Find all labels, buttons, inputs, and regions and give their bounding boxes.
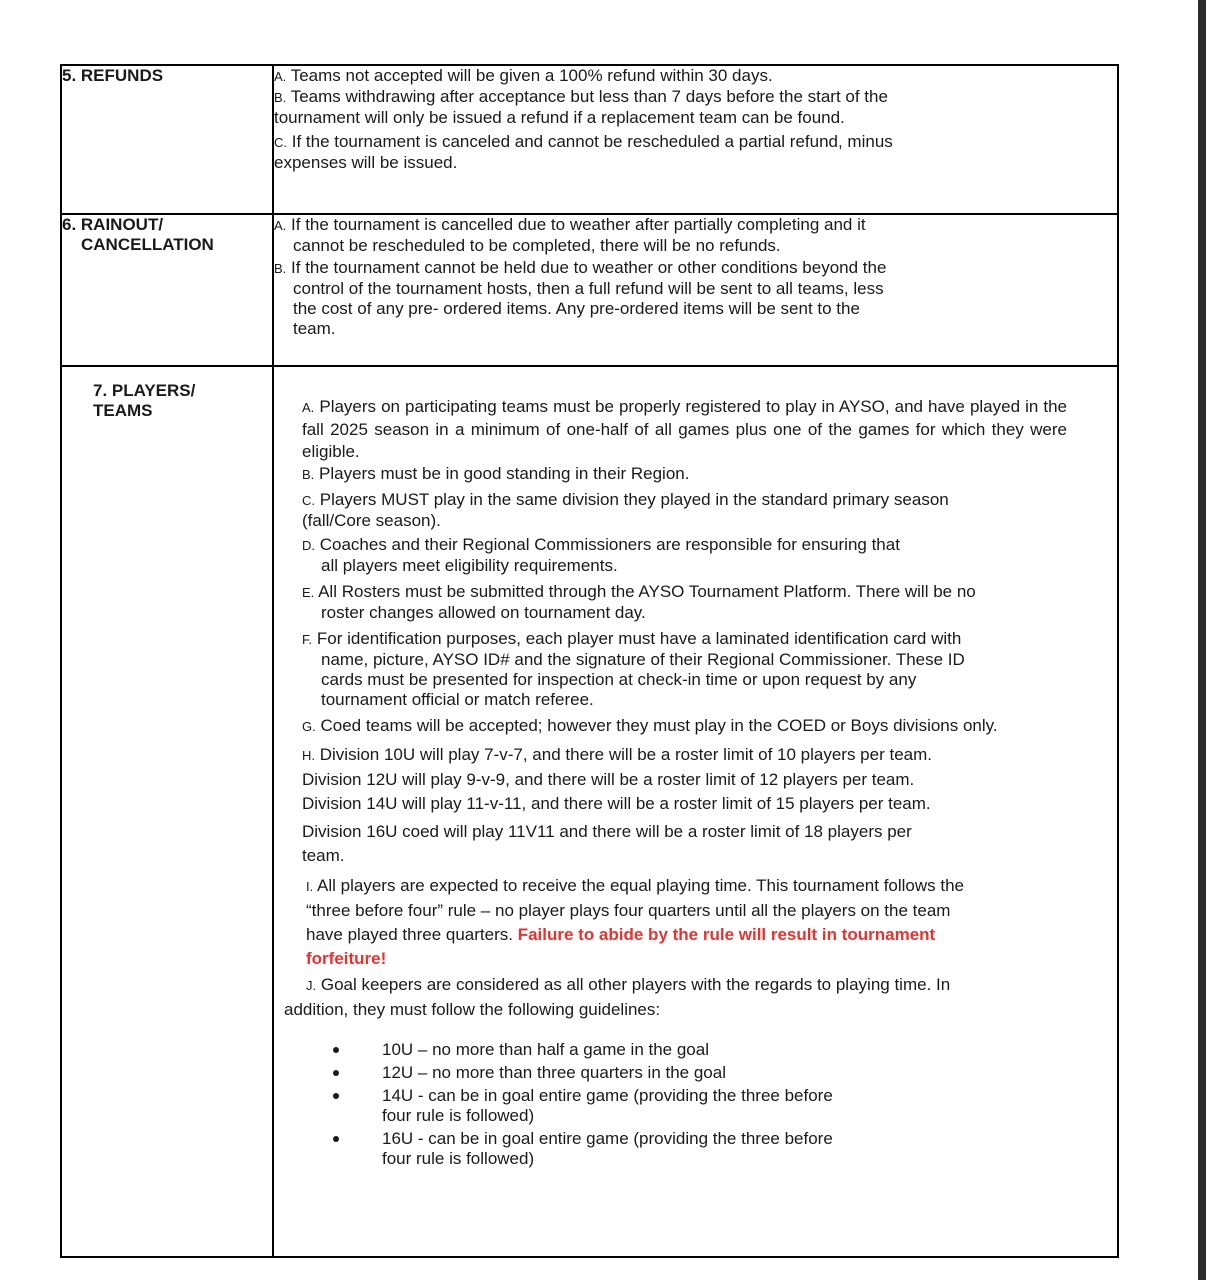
item-text: 10U – no more than half a game in the goal: [382, 1040, 709, 1059]
rule-item: [302, 716, 1067, 737]
item-text: Coed teams will be accepted; however they must play in the COED or Boys divisions only.: [320, 716, 998, 735]
item-text: All players are expected to receive the equal playing time. This tournament follows the: [317, 876, 965, 895]
item-text: Division 12U will play 9-v-9, and there will be a roster limit of 12 players per team.: [302, 770, 915, 789]
section-body: [273, 65, 1118, 214]
bullet-icon: [333, 1136, 339, 1142]
item-text: Teams withdrawing after acceptance but less than 7 days before the start of the: [290, 87, 888, 106]
item-text: 16U - can be in goal entire game (providing the three before: [382, 1129, 833, 1148]
item-text: If the tournament is cancelled due to weather after partially completing and it: [291, 215, 866, 234]
forfeiture-warning: Failure to abide by the rule will result in tournament: [517, 925, 936, 944]
item-text: four rule is followed): [382, 1106, 535, 1125]
rule-item: [274, 87, 1117, 128]
item-label: B.: [274, 261, 287, 276]
heading-line: 6. RAINOUT/: [62, 215, 164, 234]
tournament-rules-table: [60, 64, 1119, 1258]
item-text: control of the tournament hosts, then a full refund will be sent to all teams, less: [293, 279, 884, 298]
item-label: G.: [302, 719, 316, 734]
item-text: Players MUST play in the same division they played in the standard primary season: [319, 490, 949, 509]
rule-item: [274, 258, 1117, 339]
list-item: [332, 1063, 902, 1083]
rule-item: [274, 132, 1117, 173]
rule-item: [302, 535, 1067, 576]
item-text: If the tournament cannot be held due to weather or other conditions beyond the: [291, 258, 887, 277]
bullet-icon: [333, 1093, 339, 1099]
item-label: B.: [302, 467, 315, 482]
item-label: D.: [302, 538, 315, 553]
list-item: [332, 1129, 902, 1169]
item-text: For identification purposes, each player must have a laminated identification card with: [316, 629, 962, 648]
item-label: F.: [302, 632, 313, 647]
list-item: [332, 1040, 902, 1060]
item-text: Goal keepers are considered as all other players with the regards to playing time. In: [320, 975, 951, 994]
bullet-icon: [333, 1047, 339, 1053]
item-text: have played three quarters.: [306, 925, 513, 944]
item-label: J.: [306, 978, 317, 993]
item-text: All Rosters must be submitted through the AYSO Tournament Platform. There will be no: [318, 582, 976, 601]
section-heading: [61, 65, 273, 214]
item-label: E.: [302, 585, 315, 600]
item-text: Division 14U will play 11-v-11, and there will be a roster limit of 15 players per team.: [302, 794, 931, 813]
rule-item: [302, 463, 1067, 486]
rule-item: [302, 396, 1067, 463]
rule-item: [302, 490, 1067, 531]
item-text: cannot be rescheduled to be completed, there will be no refunds.: [293, 236, 781, 255]
item-text: Division 16U coed will play 11V11 and there will be a roster limit of 18 players per: [302, 822, 912, 841]
goalkeeper-guidelines-list: [302, 1040, 1067, 1169]
rule-item: [302, 874, 1067, 971]
section-heading: [61, 214, 273, 366]
list-item: [332, 1086, 902, 1126]
item-label: C.: [302, 493, 315, 508]
item-text: four rule is followed): [382, 1149, 535, 1168]
heading-line: 5. REFUNDS: [62, 66, 164, 85]
item-text: team.: [293, 319, 336, 338]
viewer-scrollbar-edge: [1198, 0, 1206, 1280]
item-text: tournament will only be issued a refund if a replacement team can be found.: [274, 108, 845, 127]
item-text: cards must be presented for inspection at check-in time or upon request by any: [321, 670, 917, 689]
item-text: (fall/Core season).: [302, 511, 441, 530]
rule-item: [274, 66, 1117, 87]
item-text: Teams not accepted will be given a 100% refund within 30 days.: [290, 66, 773, 85]
section-body: [273, 366, 1118, 1257]
item-label: A.: [274, 218, 287, 233]
rule-item: [302, 582, 1067, 623]
heading-line: 7. PLAYERS/: [93, 381, 196, 400]
item-label: H.: [302, 748, 315, 763]
item-text: Players must be in good standing in their Region.: [319, 464, 690, 483]
section-heading: [61, 366, 273, 1257]
item-text: 12U – no more than three quarters in the goal: [382, 1063, 726, 1082]
rule-item: [284, 973, 1067, 1022]
item-text: the cost of any pre- ordered items. Any pre-ordered items will be sent to the: [293, 299, 860, 318]
section-rainout-cancellation: [61, 214, 1118, 366]
item-text: addition, they must follow the following guidelines:: [284, 1000, 661, 1019]
item-text: roster changes allowed on tournament day.: [321, 603, 646, 622]
item-text: tournament official or match referee.: [321, 690, 594, 709]
rule-item: [302, 743, 1067, 868]
item-label: I.: [306, 879, 314, 894]
item-label: C.: [274, 135, 287, 150]
forfeiture-warning: forfeiture!: [306, 949, 387, 968]
rule-item: [274, 215, 1117, 256]
section-refunds: [61, 65, 1118, 214]
item-text: “three before four” rule – no player plays four quarters until all the players on the team: [306, 901, 951, 920]
item-text: 14U - can be in goal entire game (providing the three before: [382, 1086, 833, 1105]
item-label: A.: [274, 69, 287, 84]
item-text: all players meet eligibility requirements.: [321, 556, 618, 575]
item-text: expenses will be issued.: [274, 153, 458, 172]
item-text: If the tournament is canceled and cannot be rescheduled a partial refund, minus: [291, 132, 893, 151]
item-text: Players on participating teams must be properly registered to play in AYSO, and have played in the fall 2025 season in a minimum of one-half of all games plus one of the games for which they were eligible.: [302, 397, 1067, 461]
rule-item: [302, 629, 1067, 710]
item-label: B.: [274, 90, 287, 105]
item-text: Coaches and their Regional Commissioners are responsible for ensuring that: [319, 535, 900, 554]
item-label: A.: [302, 400, 315, 415]
section-body: [273, 214, 1118, 366]
heading-line: TEAMS: [93, 401, 153, 420]
heading-line: CANCELLATION: [81, 235, 214, 254]
item-text: name, picture, AYSO ID# and the signature of their Regional Commissioner. These ID: [321, 650, 965, 669]
item-text: team.: [302, 846, 345, 865]
section-players-teams: [61, 366, 1118, 1257]
item-text: Division 10U will play 7-v-7, and there will be a roster limit of 10 players per team.: [319, 745, 932, 764]
bullet-icon: [333, 1070, 339, 1076]
